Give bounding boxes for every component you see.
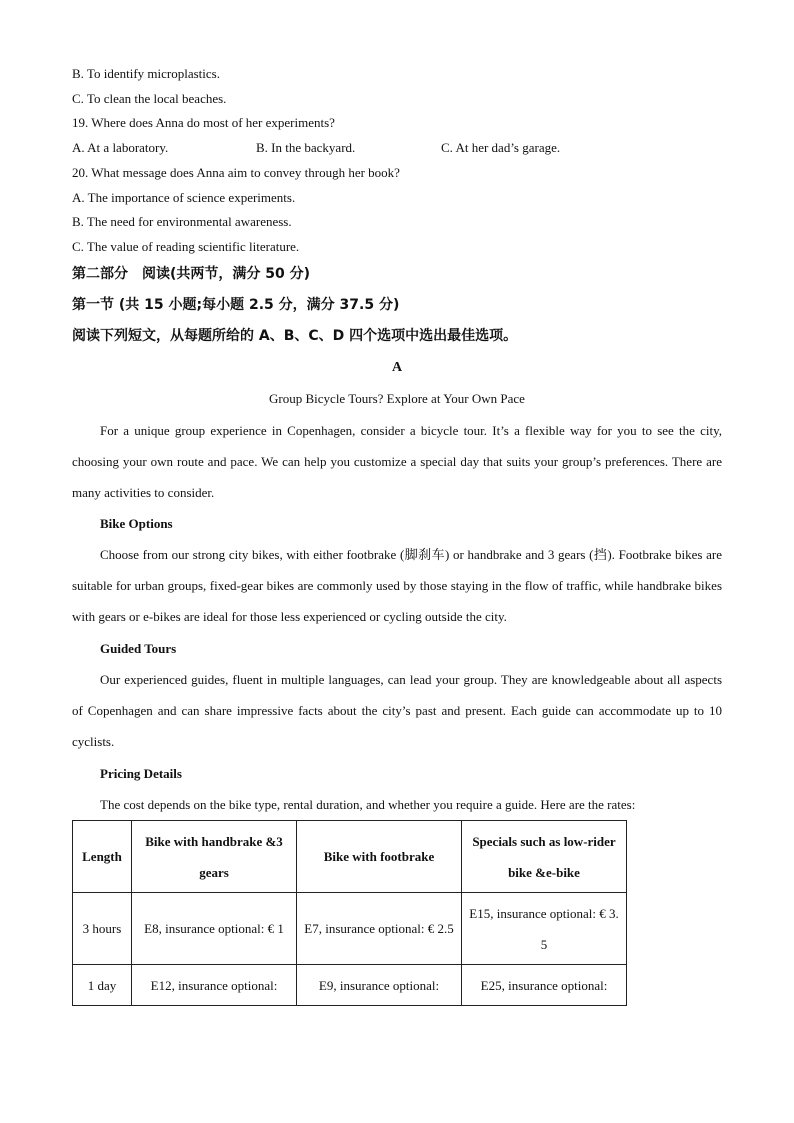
q20-option-c: C. The value of reading scientific literature. [72,239,300,254]
table-cell: E12, insurance optional: [132,965,297,1006]
header-specials: Specials such as low-rider bike &e-bike [462,821,627,893]
header-handbrake-bike: Bike with handbrake &3 gears [132,821,297,893]
q19-option-c: C. At her dad’s garage. [441,140,561,155]
table-cell: E15, insurance optional: € 3. 5 [462,893,627,965]
passage-letter: A [391,360,403,375]
table-cell: 1 day [73,965,132,1006]
q20-option-b: B. The need for environmental awareness. [72,214,292,229]
passage-title: Group Bicycle Tours? Explore at Your Own Pace [269,391,525,406]
table-cell: 3 hours [73,893,132,965]
q19-stem: 19. Where does Anna do most of her experiments? [72,115,335,130]
part-title: 第二部分 阅读(共两节，满分 50 分) [72,266,311,282]
q19-option-a: A. At a laboratory. [72,140,169,155]
q18-option-b: B. To identify microplastics. [72,66,220,81]
table-header-row [73,821,627,893]
bike-options-paragraph [72,539,722,632]
table-cell: E9, insurance optional: [297,965,462,1006]
subsection-title: 第一节 (共 15 小题;每小题 2.5 分，满分 37.5 分) [72,297,400,313]
intro-paragraph [72,415,722,508]
q20-option-a: A. The importance of science experiments. [72,190,296,205]
table-cell: E7, insurance optional: € 2.5 [297,893,462,965]
bike-options-heading: Bike Options [100,516,173,531]
q20-stem: 20. What message does Anna aim to convey through her book? [72,165,400,180]
instruction: 阅读下列短文，从每题所给的 A、B、C、D 四个选项中选出最佳选项。 [72,328,518,344]
table-cell: E8, insurance optional: € 1 [132,893,297,965]
bike-options-text: Choose from our strong city bikes, with either footbrake (脚刹车) or handbrake and 3 gears (挡). Footbrake bikes are suitable for urban groups, fixed-gear bikes are commonly used by those staying in the flow of traffic, while handbrake bikes with gears or e-bikes are ideal for those less experienced or cycling outside the city. [72,547,722,624]
price-table [72,820,627,1006]
pricing-heading: Pricing Details [100,766,182,781]
q19-options [72,140,632,156]
pricing-text: The cost depends on the bike type, rental duration, and whether you require a guide. Here are the rates: [100,797,636,812]
table-row [73,965,627,1006]
header-footbrake-bike: Bike with footbrake [297,821,462,893]
guided-tours-heading: Guided Tours [100,641,177,656]
intro-text: For a unique group experience in Copenhagen, consider a bicycle tour. It’s a flexible way for you to see the city, choosing your own route and pace. We can help you customize a special day that suits your group’s preferences. There are many activities to consider. [72,423,722,500]
table-cell: E25, insurance optional: [462,965,627,1006]
header-length: Length [73,821,132,893]
q19-option-b: B. In the backyard. [256,140,356,155]
q18-option-c: C. To clean the local beaches. [72,91,227,106]
table-row [73,893,627,965]
guided-tours-paragraph [72,664,722,757]
guided-tours-text: Our experienced guides, fluent in multiple languages, can lead your group. They are knowledgeable about all aspects of Copenhagen and can share impressive facts about the city’s past and present. Each guide can accommodate up to 10 cyclists. [72,672,722,749]
